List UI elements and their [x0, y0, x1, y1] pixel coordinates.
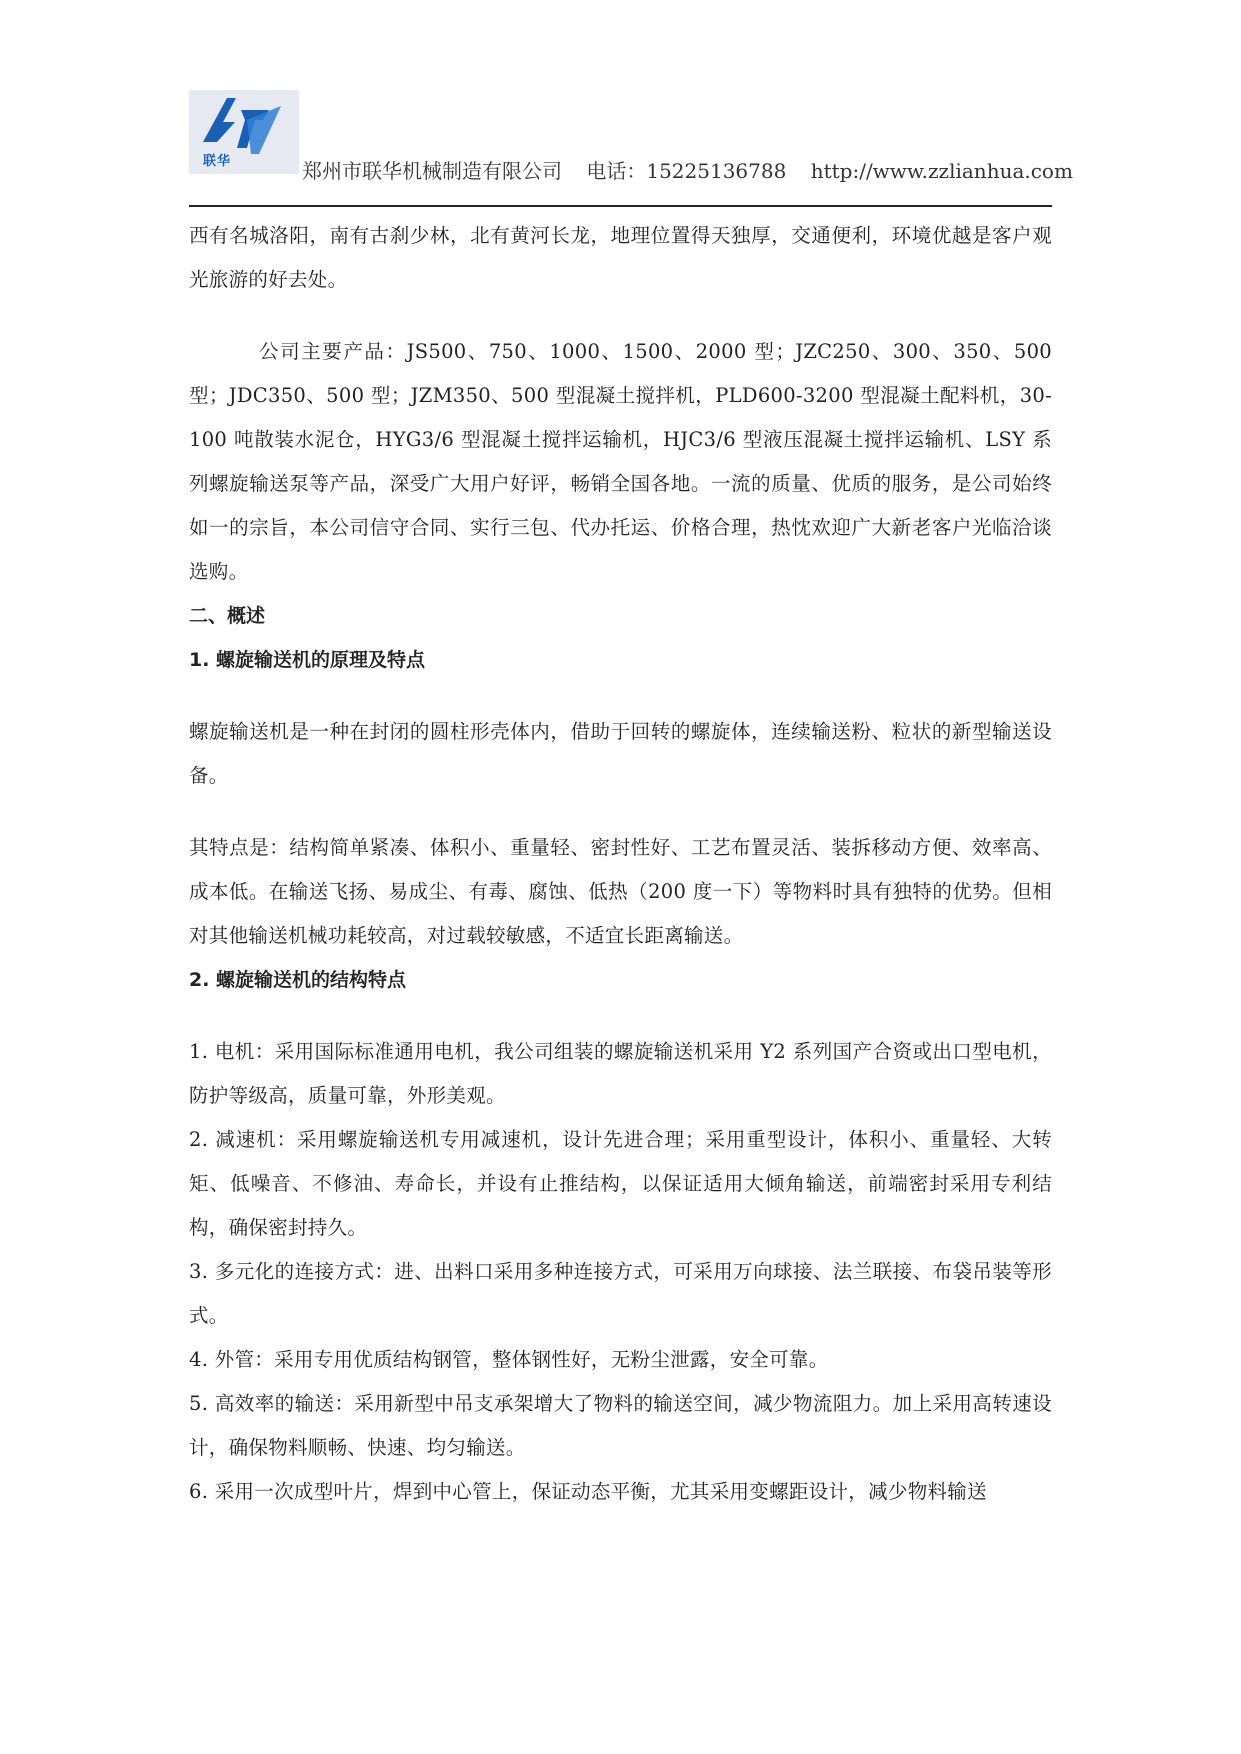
list-item: 1. 电机：采用国际标准通用电机，我公司组装的螺旋输送机采用 Y2 系列国产合资或出口型电机，防护等级高，质量可靠，外形美观。 [189, 1040, 1052, 1107]
list-item: 3. 多元化的连接方式：进、出料口采用多种连接方式，可采用万向球接、法兰联接、布袋吊装等形式。 [189, 1260, 1052, 1327]
products-paragraph: 公司主要产品：JS500、750、1000、1500、2000 型；JZC250、300、350、500 型；JDC350、500 型；JZM350、500 型混凝土搅拌机，PLD600-3200 型混凝土配料机，30-100 吨散装水泥仓，HYG3/6 型混凝土搅拌运输机，HJC3/6 型液压混凝土搅拌运输机、LSY 系列螺旋输送泵等产品，深受广大用户好评，畅销全国各地。一流的质量、优质的服务，是公司始终如一的宗旨，本公司信守合同、实行三包、代办托运、价格合理，热忱欢迎广大新老客户光临洽谈选购。 [189, 340, 1052, 583]
subsection-heading: 2. 螺旋输送机的结构特点 [189, 969, 407, 991]
subsection-heading: 1. 螺旋输送机的原理及特点 [189, 649, 426, 671]
list-item: 6. 采用一次成型叶片，焊到中心管上，保证动态平衡，尤其采用变螺距设计，减少物料输送 [189, 1480, 987, 1503]
header-divider [189, 205, 1052, 207]
phone-number: 电话：15225136788 [586, 159, 787, 183]
principle-paragraph: 螺旋输送机是一种在封闭的圆柱形壳体内，借助于回转的螺旋体，连续输送粉、粒状的新型输送设备。 [189, 720, 1052, 787]
logo-text: 联华 [203, 154, 232, 169]
company-logo [189, 90, 299, 174]
section-heading: 二、概述 [189, 605, 266, 627]
list-item: 4. 外管：采用专用优质结构钢管，整体钢性好，无粉尘泄露，安全可靠。 [189, 1348, 829, 1371]
structure-list [189, 1030, 1052, 1514]
letterhead [302, 155, 1091, 184]
list-item: 5. 高效率的输送：采用新型中吊支承架增大了物料的输送空间，减少物流阻力。加上采用高转速设计，确保物料顺畅、快速、均匀输送。 [189, 1392, 1052, 1459]
intro-paragraph: 西有名城洛阳，南有古刹少林，北有黄河长龙，地理位置得天独厚，交通便利，环境优越是客户观光旅游的好去处。 [189, 224, 1052, 291]
list-item: 2. 减速机：采用螺旋输送机专用减速机，设计先进合理；采用重型设计，体积小、重量轻、大转矩、低噪音、不修油、寿命长，并设有止推结构，以保证适用大倾角输送，前端密封采用专利结构，确保密封持久。 [189, 1128, 1052, 1239]
company-name: 郑州市联华机械制造有限公司 [302, 159, 562, 183]
document-body [189, 214, 1052, 1514]
website-url[interactable]: http://www.zzlianhua.com [810, 159, 1073, 183]
features-paragraph: 其特点是：结构简单紧凑、体积小、重量轻、密封性好、工艺布置灵活、装拆移动方便、效率高、成本低。在输送飞扬、易成尘、有毒、腐蚀、低热（200 度一下）等物料时具有独特的优势。但相对其他输送机械功耗较高，对过载较敏感，不适宜长距离输送。 [189, 836, 1052, 947]
